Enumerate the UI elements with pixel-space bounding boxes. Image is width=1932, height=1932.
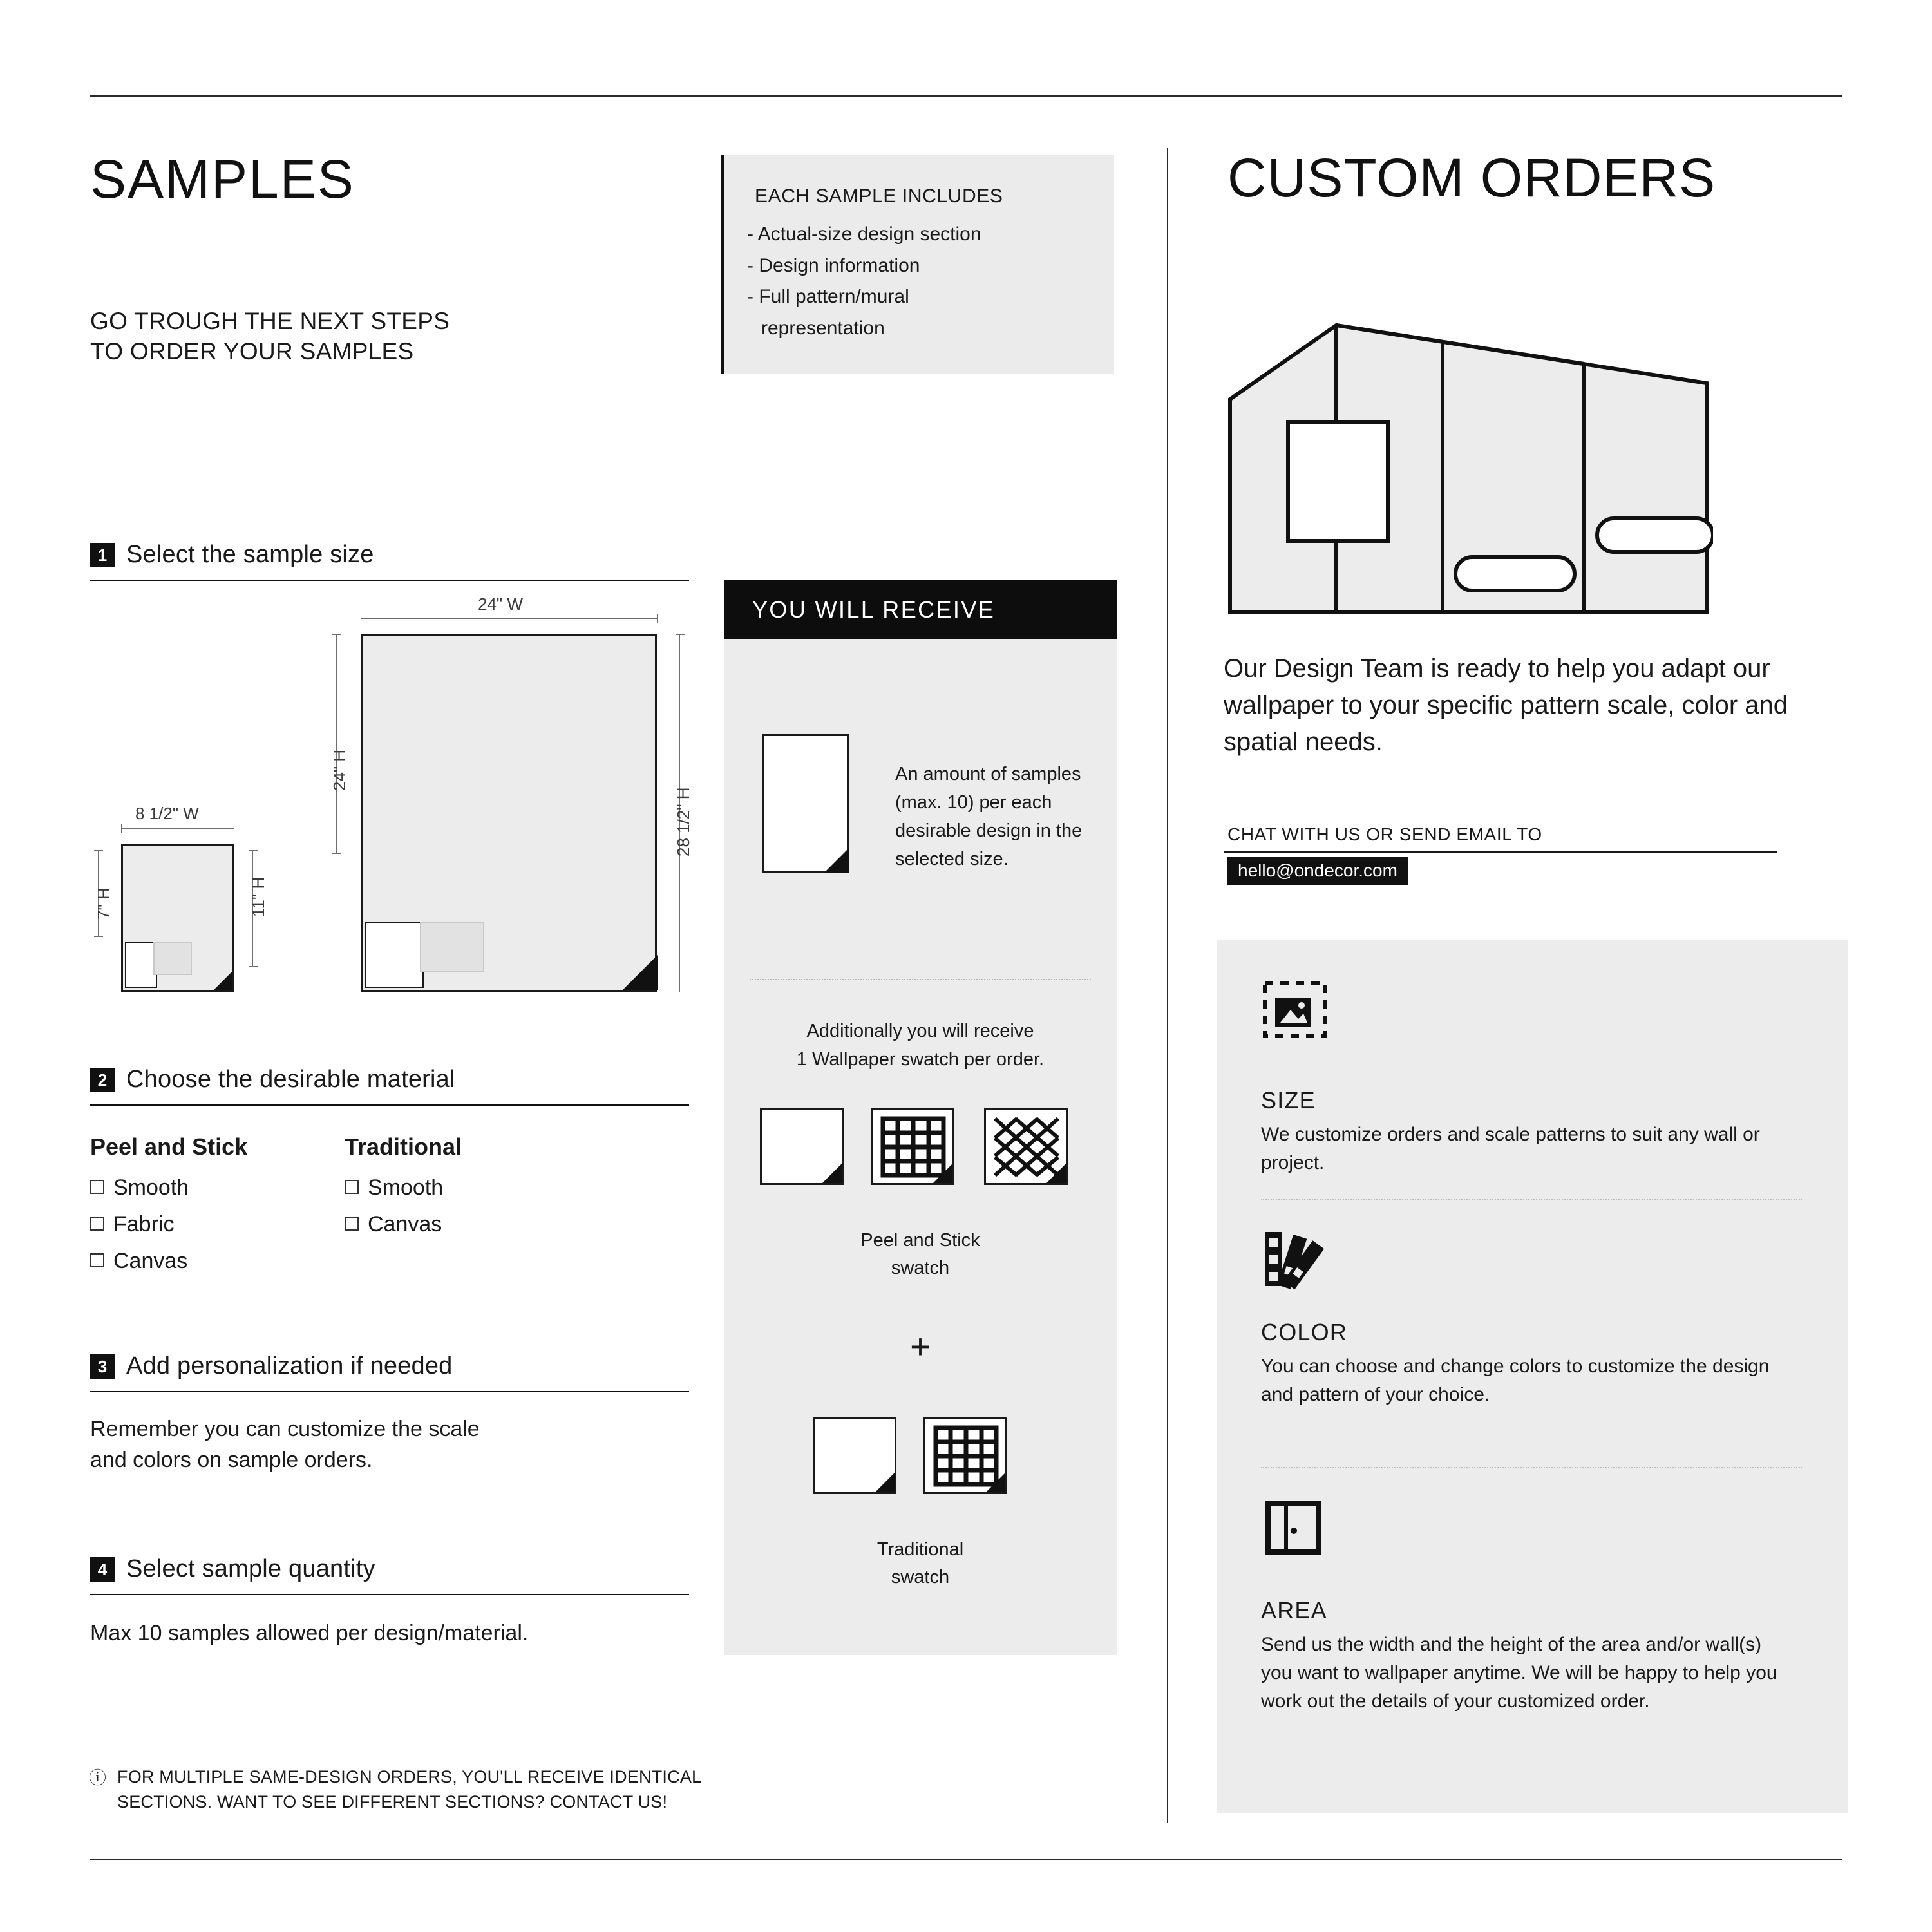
additional-line2: 1 Wallpaper swatch per order. [796, 1048, 1045, 1070]
feature-separator-2 [1261, 1467, 1802, 1468]
dim-tick [657, 614, 658, 623]
feature-color-title: COLOR [1261, 1319, 1348, 1345]
checkbox-icon[interactable] [345, 1217, 359, 1231]
includes-item: - Design information [747, 254, 920, 276]
step-1-underline [90, 580, 689, 581]
email-address-chip[interactable]: hello@ondecor.com [1227, 857, 1408, 885]
step-1-number: 1 [90, 543, 115, 567]
step-1-heading [90, 541, 374, 569]
feature-size-title: SIZE [1261, 1087, 1316, 1113]
material-traditional-title: Traditional [345, 1133, 462, 1160]
dim-tick [332, 634, 341, 635]
small-sample-inner-white [125, 942, 157, 988]
chat-underline [1224, 851, 1777, 853]
step-3-label: Add personalization if needed [126, 1352, 453, 1379]
includes-title: EACH SAMPLE INCLUDES [755, 185, 1003, 207]
step-3-heading [90, 1352, 453, 1380]
swatch-corner-fold [986, 1473, 1005, 1492]
step-3-body [90, 1414, 708, 1476]
samples-subtitle-line2: TO ORDER YOUR SAMPLES [90, 338, 414, 365]
large-sample-corner-fold [622, 954, 658, 990]
option-label: Canvas [368, 1212, 442, 1236]
wall-area-icon [1261, 1497, 1325, 1562]
swatch-corner-fold [822, 1164, 842, 1183]
includes-item: - Actual-size design section [747, 223, 981, 245]
swatch-corner-fold [1046, 1164, 1066, 1183]
feature-color-body: You can choose and change colors to customize the design and pattern of your choice. [1261, 1356, 1770, 1405]
design-team-text: Our Design Team is ready to help you adapt our wallpaper to your specific pattern scale, color and spatial needs. [1224, 654, 1788, 756]
material-option-peel-fabric[interactable] [90, 1212, 174, 1237]
step-3-number: 3 [90, 1354, 115, 1379]
peel-and-stick-swatch-caption [724, 1227, 1117, 1282]
small-width-label: 8 1/2" W [135, 804, 199, 823]
step-2-label: Choose the desirable material [126, 1066, 455, 1093]
you-will-receive-title: YOU WILL RECEIVE [752, 596, 996, 623]
option-label: Smooth [113, 1175, 189, 1200]
sample-sheet-corner-fold [824, 848, 849, 873]
receive-separator [750, 979, 1091, 980]
dim-tick [676, 634, 685, 635]
checkbox-icon[interactable] [345, 1180, 359, 1194]
additional-line1: Additionally you will receive [806, 1021, 1034, 1041]
custom-orders-title: CUSTOM ORDERS [1227, 147, 1716, 208]
large-sample-inner-grey [420, 922, 484, 972]
step-2-heading [90, 1066, 455, 1094]
feature-area-body: Send us the width and the height of the area and/or wall(s) you want to wallpaper anytime. We will be happy to help you work out the details of your customized order. [1261, 1634, 1777, 1712]
column-divider [1167, 148, 1168, 1823]
traditional-caption-line2: swatch [891, 1566, 950, 1587]
dim-tick [249, 966, 258, 967]
material-peel-stick-title: Peel and Stick [90, 1133, 248, 1160]
checkbox-icon[interactable] [90, 1217, 104, 1231]
bottom-divider [90, 1859, 1842, 1860]
step-4-body: Max 10 samples allowed per design/material. [90, 1621, 529, 1645]
traditional-swatch-caption [724, 1536, 1117, 1591]
large-height-right-label: 28 1/2" H [674, 787, 693, 857]
material-option-trad-canvas[interactable] [345, 1212, 442, 1237]
step-4-heading [90, 1555, 375, 1583]
plus-separator: + [910, 1327, 931, 1366]
includes-accent-bar [721, 155, 724, 374]
peel-caption-line1: Peel and Stick [860, 1230, 980, 1251]
step-3-body-line1: Remember you can customize the scale [90, 1417, 480, 1441]
step-2-underline [90, 1104, 689, 1106]
feature-size-body: We customize orders and scale patterns to suit any wall or project. [1261, 1124, 1760, 1173]
large-height-left-label: 24" H [330, 749, 349, 791]
small-width-dim-line [121, 828, 234, 829]
small-height-left-label: 7" H [94, 887, 113, 920]
feature-area-title: AREA [1261, 1597, 1327, 1624]
feature-separator-1 [1261, 1199, 1802, 1200]
step-4-label: Select sample quantity [126, 1555, 375, 1582]
dim-tick [249, 850, 258, 851]
samples-title: SAMPLES [90, 149, 355, 209]
dim-tick [121, 824, 122, 833]
swatch-corner-fold [875, 1473, 895, 1492]
room-illustration [1224, 309, 1713, 621]
includes-item: representation [761, 317, 885, 339]
peel-caption-line2: swatch [891, 1257, 950, 1278]
large-height-left-dim-line [336, 634, 337, 853]
large-sample-inner-white [365, 922, 424, 988]
you-will-receive-header [724, 580, 1117, 639]
includes-list [747, 219, 1082, 344]
samples-subtitle [90, 306, 450, 367]
material-option-trad-smooth[interactable] [345, 1175, 443, 1200]
small-sample-inner-grey [153, 942, 192, 975]
step-4-underline [90, 1594, 689, 1595]
footnote-line1: FOR MULTIPLE SAME-DESIGN ORDERS, YOU'LL RECEIVE IDENTICAL [117, 1767, 702, 1786]
top-divider [90, 95, 1842, 97]
material-option-peel-smooth[interactable] [90, 1175, 189, 1200]
option-label: Canvas [113, 1249, 188, 1273]
step-2-number: 2 [90, 1068, 115, 1092]
option-label: Fabric [113, 1212, 175, 1236]
dim-tick [94, 850, 103, 851]
footnote-line2: SECTIONS. WANT TO SEE DIFFERENT SECTIONS? CONTACT US! [117, 1792, 668, 1812]
dim-tick [332, 853, 341, 854]
swatch-corner-fold [933, 1164, 952, 1183]
small-height-right-label: 11" H [249, 876, 268, 917]
step-3-body-line2: and colors on sample orders. [90, 1448, 373, 1473]
dim-tick [94, 936, 103, 937]
step-4-number: 4 [90, 1557, 115, 1582]
small-sample-corner-fold [213, 971, 232, 990]
material-option-peel-canvas[interactable] [90, 1249, 187, 1274]
chat-label: CHAT WITH US OR SEND EMAIL TO [1227, 824, 1542, 844]
additional-swatch-note [724, 1018, 1117, 1074]
checkbox-icon[interactable] [90, 1253, 104, 1267]
step-1-label: Select the sample size [126, 541, 374, 568]
large-width-label: 24" W [478, 594, 523, 614]
info-icon: ⓘ [89, 1768, 107, 1788]
traditional-caption-line1: Traditional [876, 1539, 964, 1560]
sample-amount-text: An amount of samples (max. 10) per each desirable design in the selected size. [895, 764, 1083, 870]
footnote [90, 1765, 927, 1815]
checkbox-icon[interactable] [90, 1180, 104, 1194]
samples-subtitle-line1: GO TROUGH THE NEXT STEPS [90, 308, 450, 334]
color-palette-icon [1261, 1227, 1329, 1294]
step-3-underline [90, 1391, 689, 1392]
includes-item: - Full pattern/mural [747, 286, 909, 308]
image-frame-icon [1261, 979, 1329, 1043]
large-width-dim-line [361, 618, 657, 619]
option-label: Smooth [368, 1175, 444, 1200]
